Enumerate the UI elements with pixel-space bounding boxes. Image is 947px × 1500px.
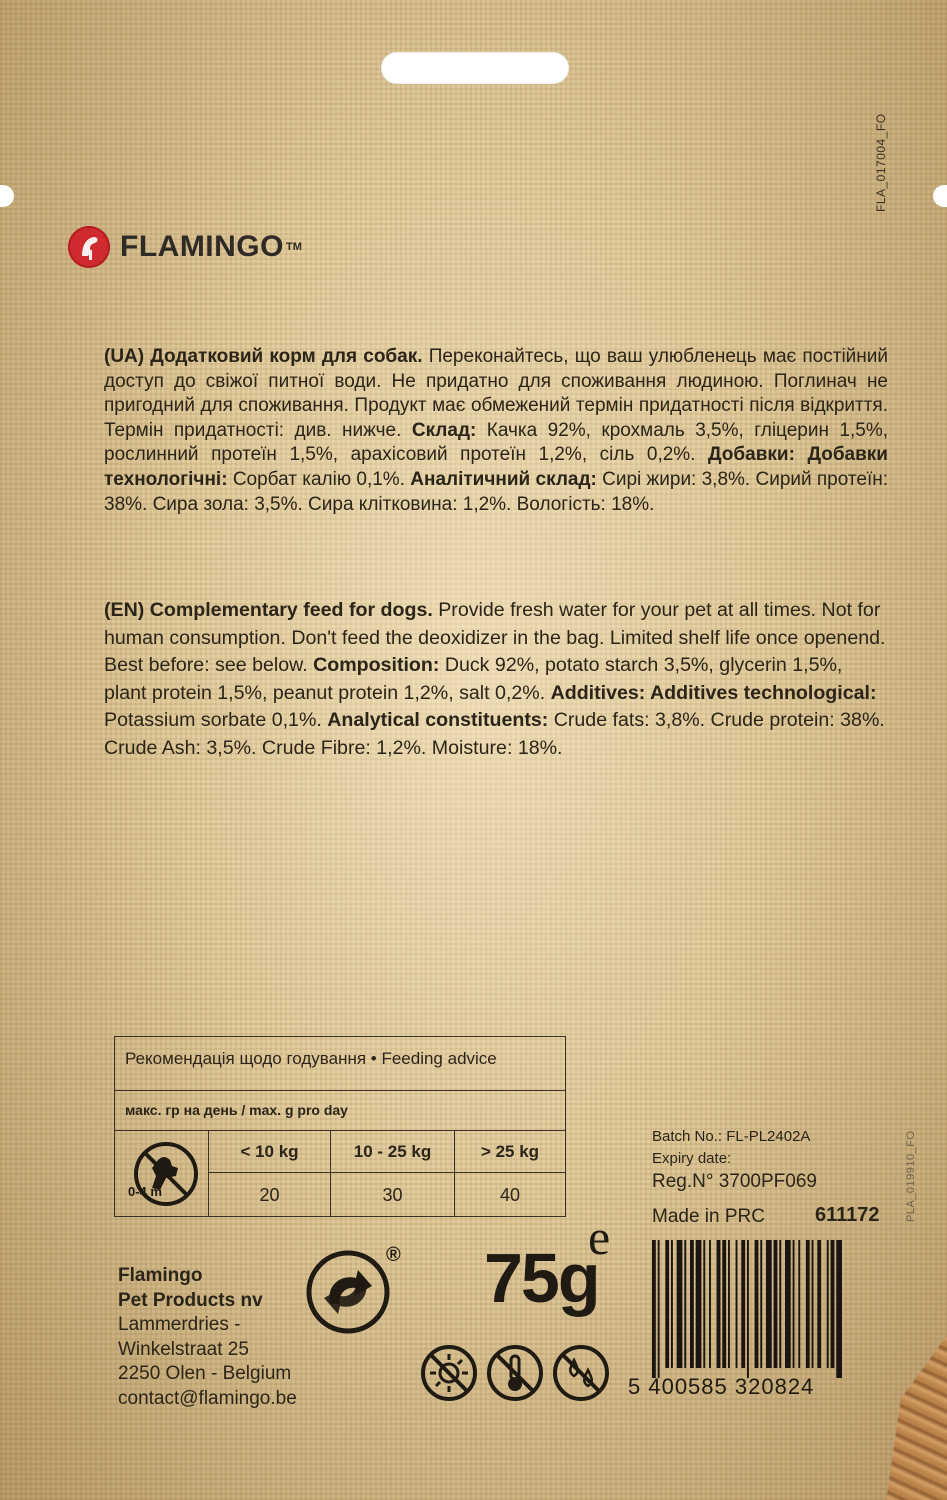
feeding-col-large: > 25 kg	[455, 1131, 565, 1173]
svg-text:0-4 m: 0-4 m	[127, 1184, 162, 1199]
en-text-1: Provide fresh water for your pet at all times. Not for human consumption. Don't feed the deoxidizer in the bag. Limited shelf life once openend. Best before: see below.	[104, 599, 886, 676]
tear-notch-left	[0, 185, 14, 207]
expiry-date: Expiry date:	[652, 1150, 732, 1167]
feeding-val-small: 20	[209, 1173, 331, 1217]
barcode-bar	[696, 1240, 702, 1368]
batch-number: Batch No.: FL-PL2402A	[652, 1128, 811, 1145]
barcode-bar	[785, 1240, 791, 1368]
barcode-bar	[793, 1240, 795, 1368]
en-analytical: Crude fats: 3,8%. Crude protein: 38%. Crude Ash: 3,5%. Crude Fibre: 1,2%. Moisture: 18%.	[104, 709, 885, 759]
feeding-advice-table	[114, 1036, 566, 1217]
contact-email: contact@flamingo.be	[118, 1387, 297, 1409]
barcode-bar	[690, 1240, 694, 1368]
barcode-bar	[677, 1240, 683, 1368]
barcode-bar	[671, 1240, 673, 1368]
city-line: 2250 Olen - Belgium	[118, 1363, 292, 1384]
barcode-bar	[817, 1240, 821, 1368]
barcode-bar	[766, 1240, 772, 1368]
feeding-grid	[115, 1131, 565, 1217]
ua-analytical-heading: Аналітичний склад:	[410, 468, 597, 490]
street-line-2: Winkelstraat 25	[118, 1338, 249, 1360]
hang-hole	[381, 52, 569, 84]
keep-dry-icon	[552, 1344, 610, 1407]
net-weight: 75g	[484, 1239, 599, 1317]
feeding-subtitle: макс. гр на день / max. g pro day	[115, 1091, 565, 1131]
estimated-sign: e	[588, 1209, 611, 1265]
en-analytical-heading: Analytical constituents:	[327, 709, 549, 731]
manufacturer-address	[118, 1264, 297, 1411]
barcode-bar	[709, 1240, 711, 1368]
no-heat-icon	[486, 1344, 544, 1407]
ua-composition-heading: Склад:	[411, 419, 477, 441]
flamingo-logo-icon	[68, 226, 110, 268]
en-label-text	[104, 597, 888, 762]
print-code-top: FLA_017004_FO	[874, 113, 888, 212]
en-composition: Duck 92%, potato starch 3,5%, glycerin 1,5%, plant protein 1,5%, peanut protein 1,2%, salt 0,2%.	[104, 654, 843, 704]
print-code-bottom: PLA_019910_FO	[905, 1130, 917, 1222]
en-lead: (EN) Complementary feed for dogs.	[104, 599, 433, 621]
en-additives-heading: Additives: Additives technological:	[550, 681, 877, 704]
barcode-bar	[755, 1240, 759, 1368]
barcode-bar	[812, 1240, 814, 1368]
barcode-bar	[703, 1240, 705, 1368]
feeding-val-large: 40	[499, 1184, 521, 1205]
feeding-val-medium: 30	[331, 1173, 455, 1217]
brand-name: FLAMINGO	[120, 230, 284, 263]
ua-analytical: Сирі жири: 3,8%. Сирий протеїн: 38%. Сира зола: 3,5%. Сира клітковина: 1,2%. Вологість: 18%.	[104, 468, 889, 515]
tear-notch-right	[933, 185, 947, 207]
registered-mark: ®	[386, 1244, 401, 1266]
barcode-bar	[741, 1240, 745, 1368]
no-sunlight-icon	[420, 1344, 478, 1407]
barcode-bar	[722, 1240, 726, 1368]
ua-label-text	[104, 345, 888, 517]
feeding-title: Рекомендація щодо годування • Feeding advice	[115, 1037, 565, 1091]
barcode-bar	[827, 1240, 829, 1368]
registration-number: Reg.N° 3700PF069	[652, 1171, 817, 1192]
feeding-col-small: < 10 kg	[209, 1131, 331, 1173]
ua-additives-heading: Добавки: Добавки технологічні:	[104, 444, 888, 490]
brand-logo	[68, 226, 302, 268]
company-line-1: Flamingo	[118, 1265, 203, 1286]
en-composition-heading: Composition:	[313, 654, 440, 676]
green-dot-recycling-icon	[306, 1250, 390, 1339]
en-additives: Potassium sorbate 0,1%.	[104, 709, 328, 731]
barcode-bar	[779, 1240, 781, 1368]
barcode-bar	[658, 1240, 660, 1378]
barcode-bar	[717, 1240, 721, 1368]
not-for-puppies-icon	[115, 1131, 209, 1217]
barcode-bar	[736, 1240, 738, 1368]
barcode-bar	[665, 1240, 669, 1368]
barcode-bar	[760, 1240, 762, 1368]
barcode-number: 5 400585 320824	[628, 1374, 815, 1399]
barcode-bar	[774, 1240, 778, 1368]
made-in: Made in PRC	[652, 1206, 765, 1227]
barcode-bar	[836, 1240, 842, 1378]
ua-lead: (UA) Додатковий корм для собак.	[104, 346, 423, 367]
barcode-bar	[747, 1240, 749, 1378]
ua-additives: Сорбат калію 0,1%.	[227, 468, 411, 490]
batch-info	[652, 1126, 810, 1170]
ua-composition: Качка 92%, крохмаль 3,5%, гліцерин 1,5%, рослинний протеїн 1,5%, арахісовий протеїн 1,2%, сіль 0,2%.	[104, 419, 889, 466]
barcode-bar	[798, 1240, 800, 1368]
barcode-bar	[652, 1240, 656, 1378]
barcode-bar	[806, 1240, 810, 1368]
trademark: TM	[285, 241, 302, 253]
street-line-1: Lammerdries -	[118, 1314, 241, 1335]
article-number: 611172	[815, 1204, 880, 1226]
ua-text-1: Переконайтесь, що ваш улюбленець має постійний доступ до свіжої питної води. Не придатно для споживання людиною. Поглинач не пригодний для споживання. Продукт має обмежений термін придатності після відкриття. Термін придатності: див. нижче.	[104, 346, 888, 441]
barcode-bar	[728, 1240, 730, 1368]
barcode-bar	[684, 1240, 686, 1368]
barcode-bar	[831, 1240, 835, 1368]
company-line-2: Pet Products nv	[118, 1289, 263, 1311]
feeding-col-medium: 10 - 25 kg	[331, 1131, 455, 1173]
